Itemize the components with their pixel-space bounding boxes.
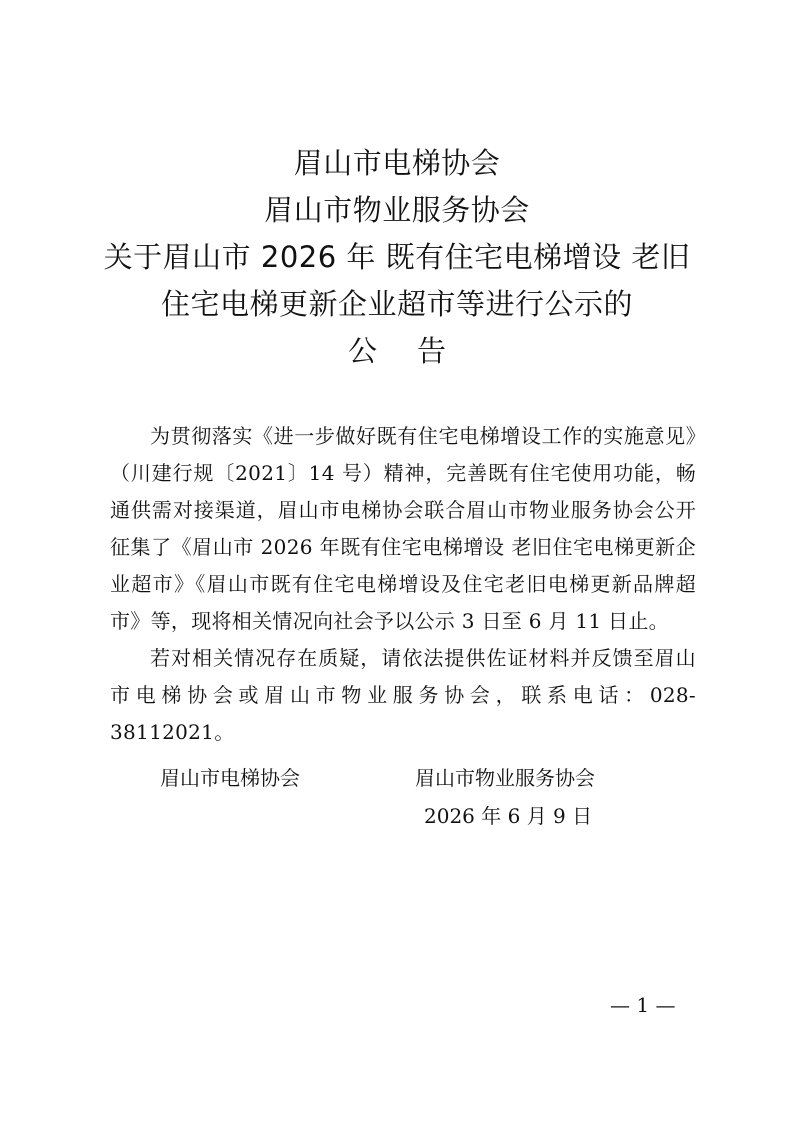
page-number: — 1 — — [610, 993, 676, 1017]
title-line-3: 关于眉山市 2026 年 既有住宅电梯增设 老旧 — [103, 240, 691, 274]
title-line-5: 公告 — [347, 334, 486, 368]
signature-org-1: 眉山市电梯协会 — [160, 766, 300, 790]
document-body — [110, 418, 696, 751]
signature-org-2: 眉山市物业服务协会 — [415, 766, 595, 790]
title-line-1: 眉山市电梯协会 — [293, 146, 501, 180]
document-title — [0, 140, 794, 375]
title-line-2: 眉山市物业服务协会 — [264, 193, 530, 227]
body-paragraph-2: 若对相关情况存在质疑，请依法提供佐证材料并反馈至眉山市电梯协会或眉山市物业服务协会，联系电话：028-38112021。 — [110, 646, 696, 744]
signature-date: 2026 年 6 月 9 日 — [424, 804, 593, 828]
body-paragraph-1: 为贯彻落实《进一步做好既有住宅电梯增设工作的实施意见》（川建行规〔2021〕14 号）精神，完善既有住宅使用功能，畅通供需对接渠道，眉山市电梯协会联合眉山市物业服务协会公开征集了《眉山市 2026 年既有住宅电梯增设 老旧住宅电梯更新企业超市》《眉山市既有住宅电梯增设及住宅老旧电梯更新品牌超市》等，现将相关情况向社会予以公示 3 日至 6 月 11 日止。 — [110, 424, 696, 633]
title-line-4: 住宅电梯更新企业超市等进行公示的 — [160, 287, 633, 321]
